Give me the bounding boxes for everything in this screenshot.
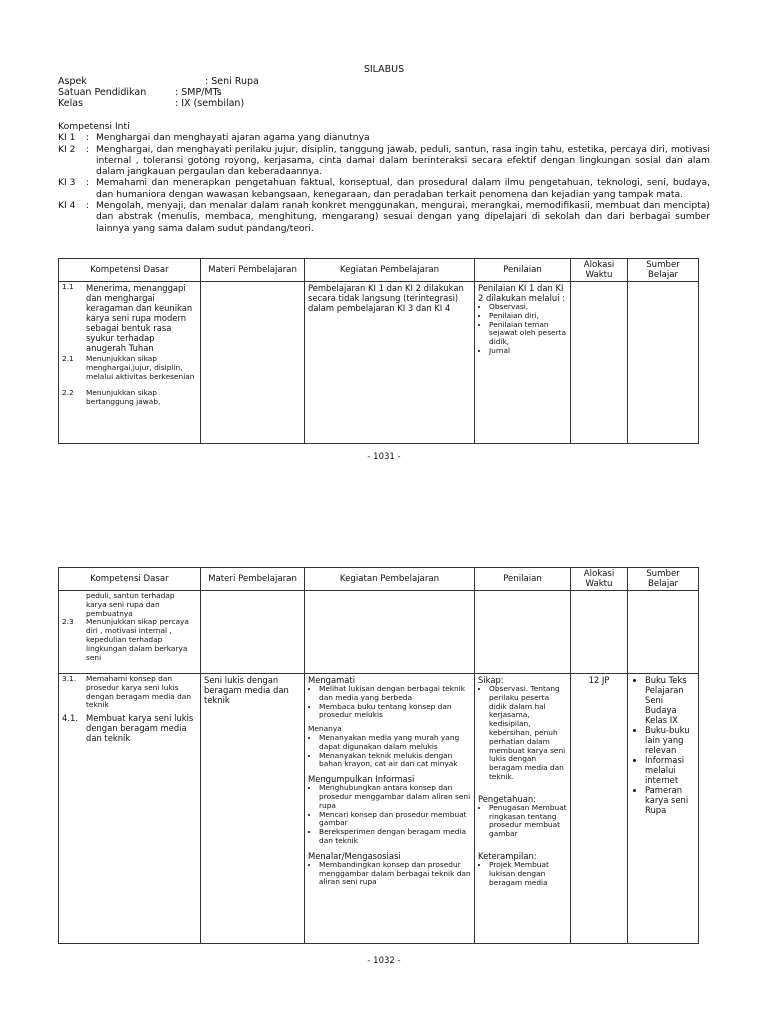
header-materi: Materi Pembelajaran	[201, 568, 305, 591]
ki-text: Menghargai dan menghayati ajaran agama yang dianutnya	[96, 132, 370, 144]
kd-cell	[59, 282, 201, 444]
header-sumber: Sumber Belajar	[628, 259, 699, 282]
kd-item	[62, 283, 197, 353]
page-number: - 1032 -	[367, 956, 401, 966]
kegiatan-text: Pembelajaran KI 1 dan KI 2 dilakukan secara tidak langsung (terintegrasi) dalam pembelajaran KI 3 dan KI 4	[308, 283, 464, 313]
penilaian-list	[478, 303, 567, 356]
kd-item	[62, 389, 197, 407]
list-item: • Penilaian diri,	[489, 312, 567, 321]
ki-item: KI 3 : Memahami dan menerapkan pengetahuan faktual, konseptual, dan prosedural dalam ilmu pengetahuan, teknologi, seni, budaya, dan humaniora dengan wawasan kebangsaan, kenegaraan, dan peradaban terkait penomena dan kejadian yang tampak mata.	[58, 177, 710, 200]
kegiatan-heading: Menanya	[308, 724, 342, 734]
header-kegiatan: Kegiatan Pembelajaran	[305, 568, 475, 591]
kd-number: 2.1	[62, 354, 74, 363]
header-kompetensi-dasar: Kompetensi Dasar	[59, 568, 201, 591]
list-item: • Observasi. Tentang perilaku peserta didik dalam hal kerjasama, kedisipilan, kebersihan, penuh perhatian dalam membuat karya seni lukis dengan beragam media dan teknik.	[489, 685, 567, 782]
materi-cell	[201, 591, 305, 674]
meta-value-satuan: : SMP/MTs	[175, 87, 222, 98]
kd-cell	[59, 674, 201, 944]
ki-label: KI 2	[58, 143, 76, 155]
kd-item	[62, 355, 197, 381]
penilaian-cell	[475, 282, 571, 444]
kd-number: 1.1	[62, 282, 74, 291]
ki-heading: Kompetensi Inti	[58, 121, 130, 132]
list-item: • Penugasan Membuat ringkasan tentang prosedur membuat gambar	[489, 804, 567, 839]
list-item: • Observasi,	[489, 303, 567, 312]
kd-text: Menunjukkan sikap menghargai,jujur, disiplin, melalui aktivitas berkesenian	[86, 354, 195, 381]
ki-text: Mengolah, menyaji, dan menalar dalam ranah konkret menggunakan, mengurai, merangkai, memodifikasii, membuat dan mencipta) dan abstrak (menulis, membaca, menghitung, mengarang) sesuai dengan yang dipelajari di sekolah dan dari berbagai sumber lainnya yang sama dalam sudut pandang/teori.	[96, 200, 710, 234]
kd-item	[62, 713, 197, 743]
kegiatan-list	[308, 861, 471, 887]
list-item: • Bereksperimen dengan beragam media dan teknik	[319, 828, 471, 846]
silabus-table-page1	[58, 258, 699, 444]
penilaian-cell	[475, 674, 571, 944]
kd-number: 4.1.	[62, 713, 78, 724]
header-sumber: Sumber Belajar	[628, 568, 699, 591]
meta-label-kelas: Kelas	[58, 98, 84, 109]
kegiatan-cell	[305, 674, 475, 944]
ki-item: KI 4 : Mengolah, menyaji, dan menalar dalam ranah konkret menggunakan, mengurai, merangkai, memodifikasii, membuat dan mencipta) dan abstrak (menulis, membaca, menghitung, mengarang) sesuai dengan yang dipelajari di sekolah dan dari berbagai sumber lainnya yang sama dalam sudut pandang/teori.	[58, 200, 710, 234]
header-kegiatan: Kegiatan Pembelajaran	[305, 259, 475, 282]
kd-number: 2.2	[62, 388, 74, 398]
penilaian-heading: Keterampilan:	[478, 850, 537, 861]
list-item: • Menanyakan teknik melukis dengan bahan krayon, cat air dan cat minyak	[319, 752, 471, 770]
penilaian-intro: Penilaian KI 1 dan KI 2 dilakukan melalui :	[478, 283, 566, 303]
kegiatan-cell	[305, 591, 475, 674]
penilaian-cell	[475, 591, 571, 674]
materi-text: Seni lukis dengan beragam media dan teknik	[204, 675, 289, 705]
kd-text: Menerima, menanggapi dan menghargai keragaman dan keunikan karya seni rupa modern sebagai bentuk rasa syukur terhadap anugerah Tuhan	[86, 283, 193, 353]
kd-text: Membuat karya seni lukis dengan beragam media dan teknik	[86, 713, 194, 744]
page-number: - 1031 -	[367, 452, 401, 462]
meta-block	[58, 76, 358, 110]
ki-label: KI 1	[58, 132, 76, 144]
kd-text: Memahami konsep dan prosedur karya seni lukis dengan beragam media dan teknik	[86, 674, 192, 710]
ki-label: KI 3	[58, 177, 76, 189]
kd-item	[62, 618, 197, 662]
kegiatan-list	[308, 784, 471, 846]
alokasi-text: 12 JP	[588, 675, 610, 685]
penilaian-heading: Pengetahuan:	[478, 793, 536, 804]
penilaian-heading: Sikap:	[478, 675, 504, 685]
kegiatan-cell	[305, 282, 475, 444]
alokasi-cell	[571, 591, 628, 674]
kd-text: Menunjukkan sikap percaya diri , motivasi internal , kepedulian terhadap lingkungan dalam berkarya seni	[86, 617, 189, 662]
list-item: • Penilaian teman sejawat oleh peserta didik,	[489, 321, 567, 347]
list-item: • Melihat lukisan dengan berbagai teknik dan media yang berbeda	[319, 685, 471, 703]
kd-cell	[59, 591, 201, 674]
sumber-list	[631, 675, 695, 815]
ki-label: KI 4	[58, 200, 76, 212]
penilaian-list	[478, 685, 567, 782]
silabus-table-page2	[58, 567, 699, 944]
kegiatan-list	[308, 734, 471, 769]
penilaian-list	[478, 804, 567, 839]
list-item: • Projek Membuat lukisan dengan beragam media	[489, 861, 567, 887]
alokasi-cell	[571, 282, 628, 444]
list-item: • Buku-buku lain yang relevan	[645, 725, 695, 755]
list-item: • Pameran karya seni Rupa	[645, 785, 695, 815]
sumber-cell	[628, 674, 699, 944]
document-title: SILABUS	[363, 64, 405, 75]
header-alokasi: Alokasi Waktu	[571, 568, 628, 591]
kompetensi-inti-section	[58, 121, 710, 234]
header-alokasi: Alokasi Waktu	[571, 259, 628, 282]
header-materi: Materi Pembelajaran	[201, 259, 305, 282]
header-kompetensi-dasar: Kompetensi Dasar	[59, 259, 201, 282]
kegiatan-heading: Mengumpulkan Informasi	[308, 774, 415, 785]
kd-text-continued: peduli, santun terhadap karya seni rupa dan pembuatnya	[86, 591, 175, 618]
list-item: • Membandingkan konsep dan prosedur menggambar dalam berbagai teknik dan aliran seni rupa	[319, 861, 471, 887]
ki-text: Menghargai, dan menghayati perilaku jujur, disiplin, tanggung jawab, peduli, santun, rasa ingin tahu, estetika, percaya diri, motivasi internal , toleransi gotong royong, kerjasama, cinta damai dalam berinteraksi secara efektif dengan lingkungan sosial dan alam dalam jangkauan pergaulan dan keberadaannya.	[96, 143, 710, 178]
meta-label-aspek: Aspek	[58, 76, 87, 87]
kd-text: Menunjukkan sikap bertanggung jawab,	[86, 388, 161, 407]
ki-text: Memahami dan menerapkan pengetahuan faktual, konseptual, dan prosedural dalam ilmu pengetahuan, teknologi, seni, budaya, dan humaniora dengan wawasan kebangsaan, kenegaraan, dan peradaban terkait penomena dan kejadian yang tampak mata.	[96, 177, 710, 200]
list-item: • Informasi melalui internet	[645, 755, 695, 785]
list-item: • Menanyakan media yang murah yang dapat digunakan dalam melukis	[319, 734, 471, 752]
ki-item: KI 1 : Menghargai dan menghayati ajaran agama yang dianutnya	[58, 132, 710, 143]
kd-item	[62, 675, 197, 710]
kd-number: 2.3	[62, 617, 74, 627]
list-item: • Menghubungkan antara konsep dan prosedur menggambar dalam aliran seni rupa	[319, 784, 471, 810]
penilaian-list	[478, 861, 567, 887]
kegiatan-heading: Mengamati	[308, 675, 356, 685]
alokasi-cell	[571, 674, 628, 944]
materi-cell	[201, 674, 305, 944]
kegiatan-list	[308, 685, 471, 720]
sumber-cell	[628, 591, 699, 674]
sumber-cell	[628, 282, 699, 444]
meta-value-aspek: : Seni Rupa	[205, 76, 259, 87]
list-item: • Jurnal	[489, 347, 567, 356]
meta-value-kelas: : IX (sembilan)	[175, 98, 245, 109]
ki-item: KI 2 : Menghargai, dan menghayati perilaku jujur, disiplin, tanggung jawab, peduli, santun, rasa ingin tahu, estetika, percaya diri, motivasi internal , toleransi gotong royong, kerjasama, cinta damai dalam berinteraksi secara efektif dengan lingkungan sosial dan alam dalam jangkauan pergaulan dan keberadaannya.	[58, 143, 710, 178]
list-item: • Membaca buku tentang konsep dan prosedur melukis	[319, 703, 471, 721]
header-penilaian: Penilaian	[475, 259, 571, 282]
list-item: • Buku Teks Pelajaran Seni Budaya Kelas IX	[645, 675, 695, 725]
materi-cell	[201, 282, 305, 444]
kegiatan-heading: Menalar/Mengasosiasi	[308, 850, 401, 861]
header-penilaian: Penilaian	[475, 568, 571, 591]
list-item: • Mencari konsep dan prosedur membuat gambar	[319, 811, 471, 829]
kd-number: 3.1.	[62, 674, 77, 683]
meta-label-satuan: Satuan Pendidikan	[58, 87, 147, 98]
